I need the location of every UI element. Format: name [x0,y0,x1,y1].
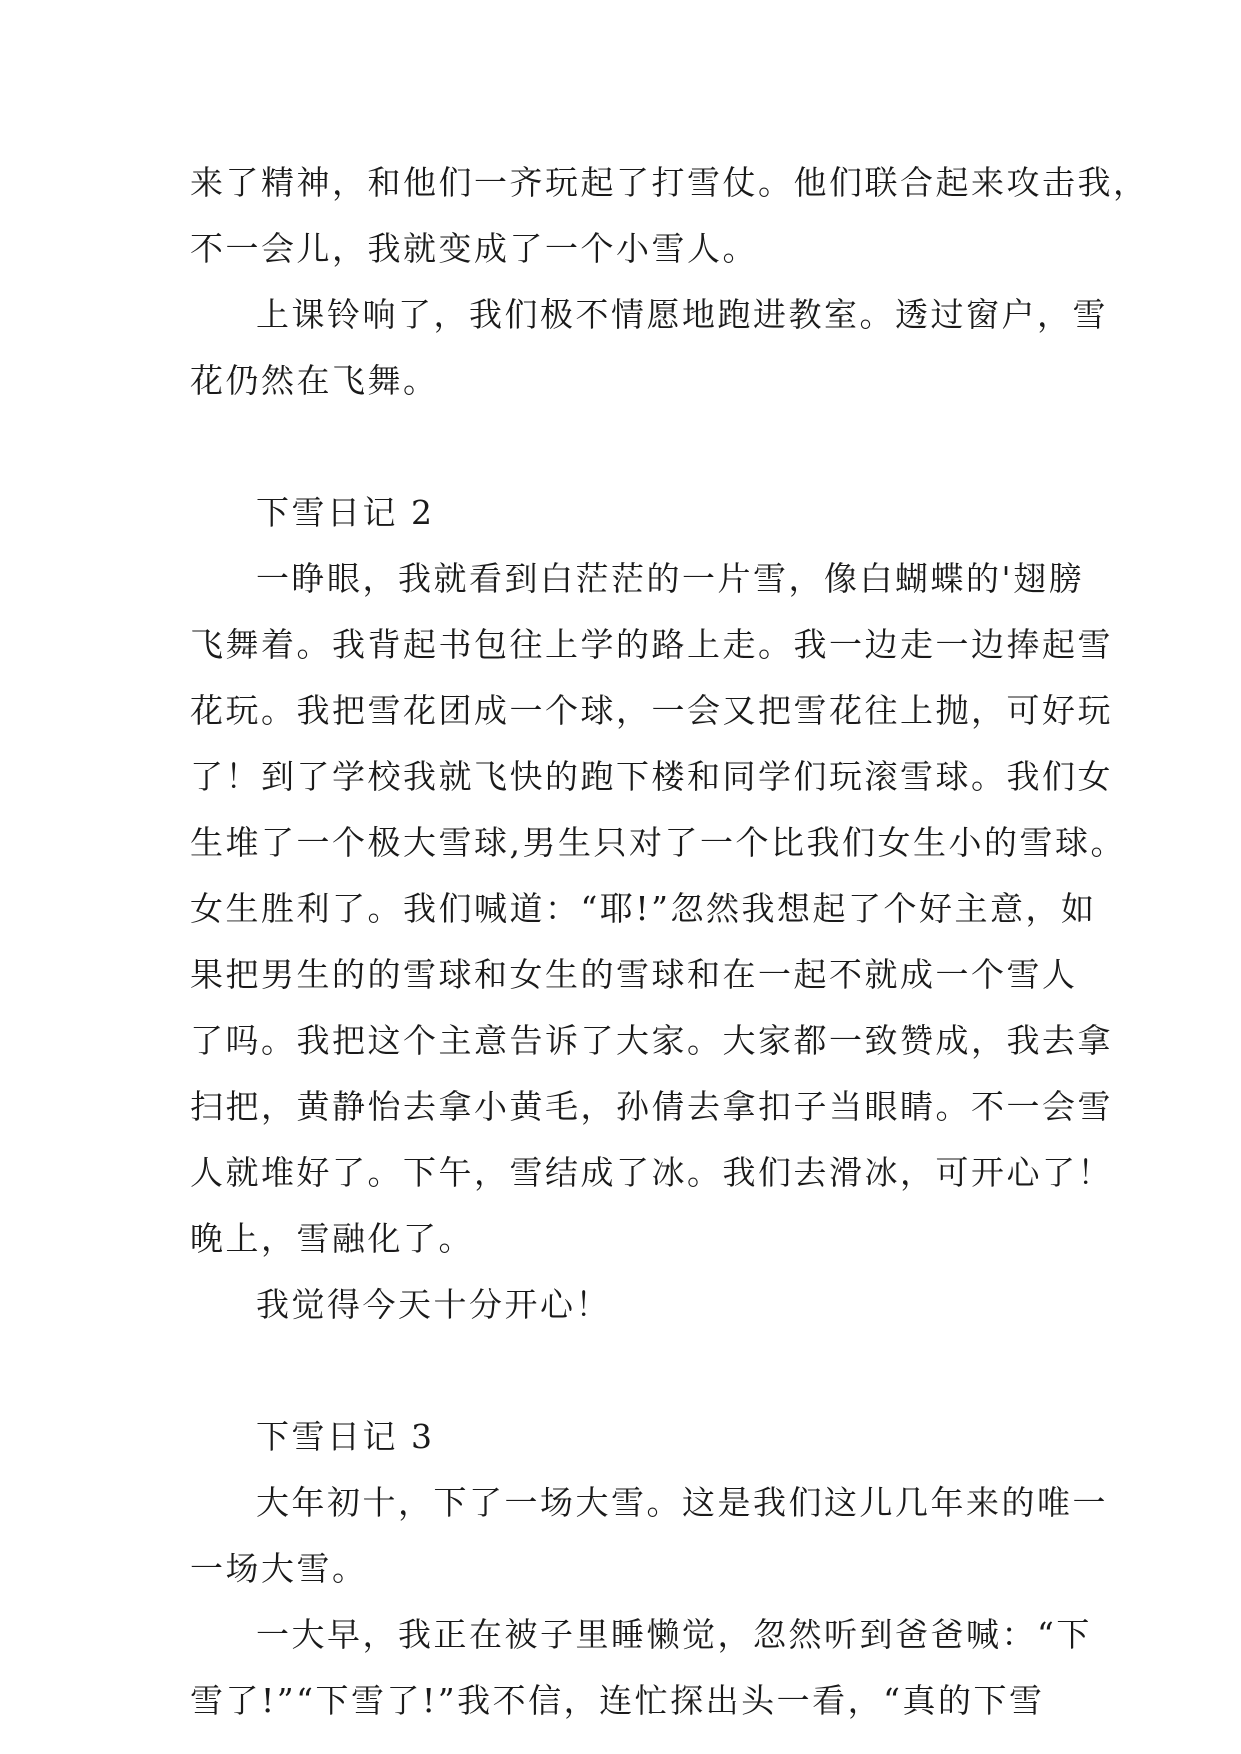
paragraph-line: 我觉得今天十分开心！ [256,1285,611,1324]
paragraph-line: 上课铃响了，我们极不情愿地跑进教室。透过窗户，雪 [256,295,1108,334]
paragraph-line: 一大早，我正在被子里睡懒觉，忽然听到爸爸喊：“下 [256,1615,1092,1654]
section-title: 下雪日记 3 [256,1417,435,1456]
paragraph-line: 来了精神，和他们一齐玩起了打雪仗。他们联合起来攻击我， [190,163,1149,202]
paragraph-line: 花仍然在飞舞。 [190,361,439,400]
section-spacer [190,1338,1050,1404]
section-spacer [190,414,1050,480]
section-title: 下雪日记 2 [256,493,435,532]
paragraph-line: 大年初十，下了一场大雪。这是我们这儿几年来的唯一 [256,1483,1108,1522]
document-body [190,150,1149,1734]
paragraph-line: 果把男生的的雪球和女生的雪球和在一起不就成一个雪人 [190,955,1078,994]
paragraph-line: 一睁眼，我就看到白茫茫的一片雪，像白蝴蝶的'翅膀 [256,559,1085,598]
paragraph-line: 不一会儿，我就变成了一个小雪人。 [190,229,758,268]
paragraph-line: 花玩。我把雪花团成一个球，一会又把雪花往上抛，可好玩 [190,691,1113,730]
paragraph-line: 女生胜利了。我们喊道：“耶!”忽然我想起了个好主意，如 [190,889,1097,928]
paragraph-line: 一场大雪。 [190,1549,368,1588]
paragraph-line: 生堆了一个极大雪球,男生只对了一个比我们女生小的雪球。 [190,823,1126,862]
paragraph-line: 了吗。我把这个主意告诉了大家。大家都一致赞成，我去拿 [190,1021,1113,1060]
paragraph-line: 晚上，雪融化了。 [190,1219,474,1258]
paragraph-line: 人就堆好了。下午，雪结成了冰。我们去滑冰，可开心了！ [190,1153,1113,1192]
paragraph-line: 飞舞着。我背起书包往上学的路上走。我一边走一边捧起雪 [190,625,1113,664]
paragraph-line: 雪了!”“下雪了!”我不信，连忙探出头一看，“真的下雪 [190,1681,1045,1720]
paragraph-line: 了！到了学校我就飞快的跑下楼和同学们玩滚雪球。我们女 [190,757,1113,796]
paragraph-line: 扫把，黄静怡去拿小黄毛，孙倩去拿扣子当眼睛。不一会雪 [190,1087,1113,1126]
